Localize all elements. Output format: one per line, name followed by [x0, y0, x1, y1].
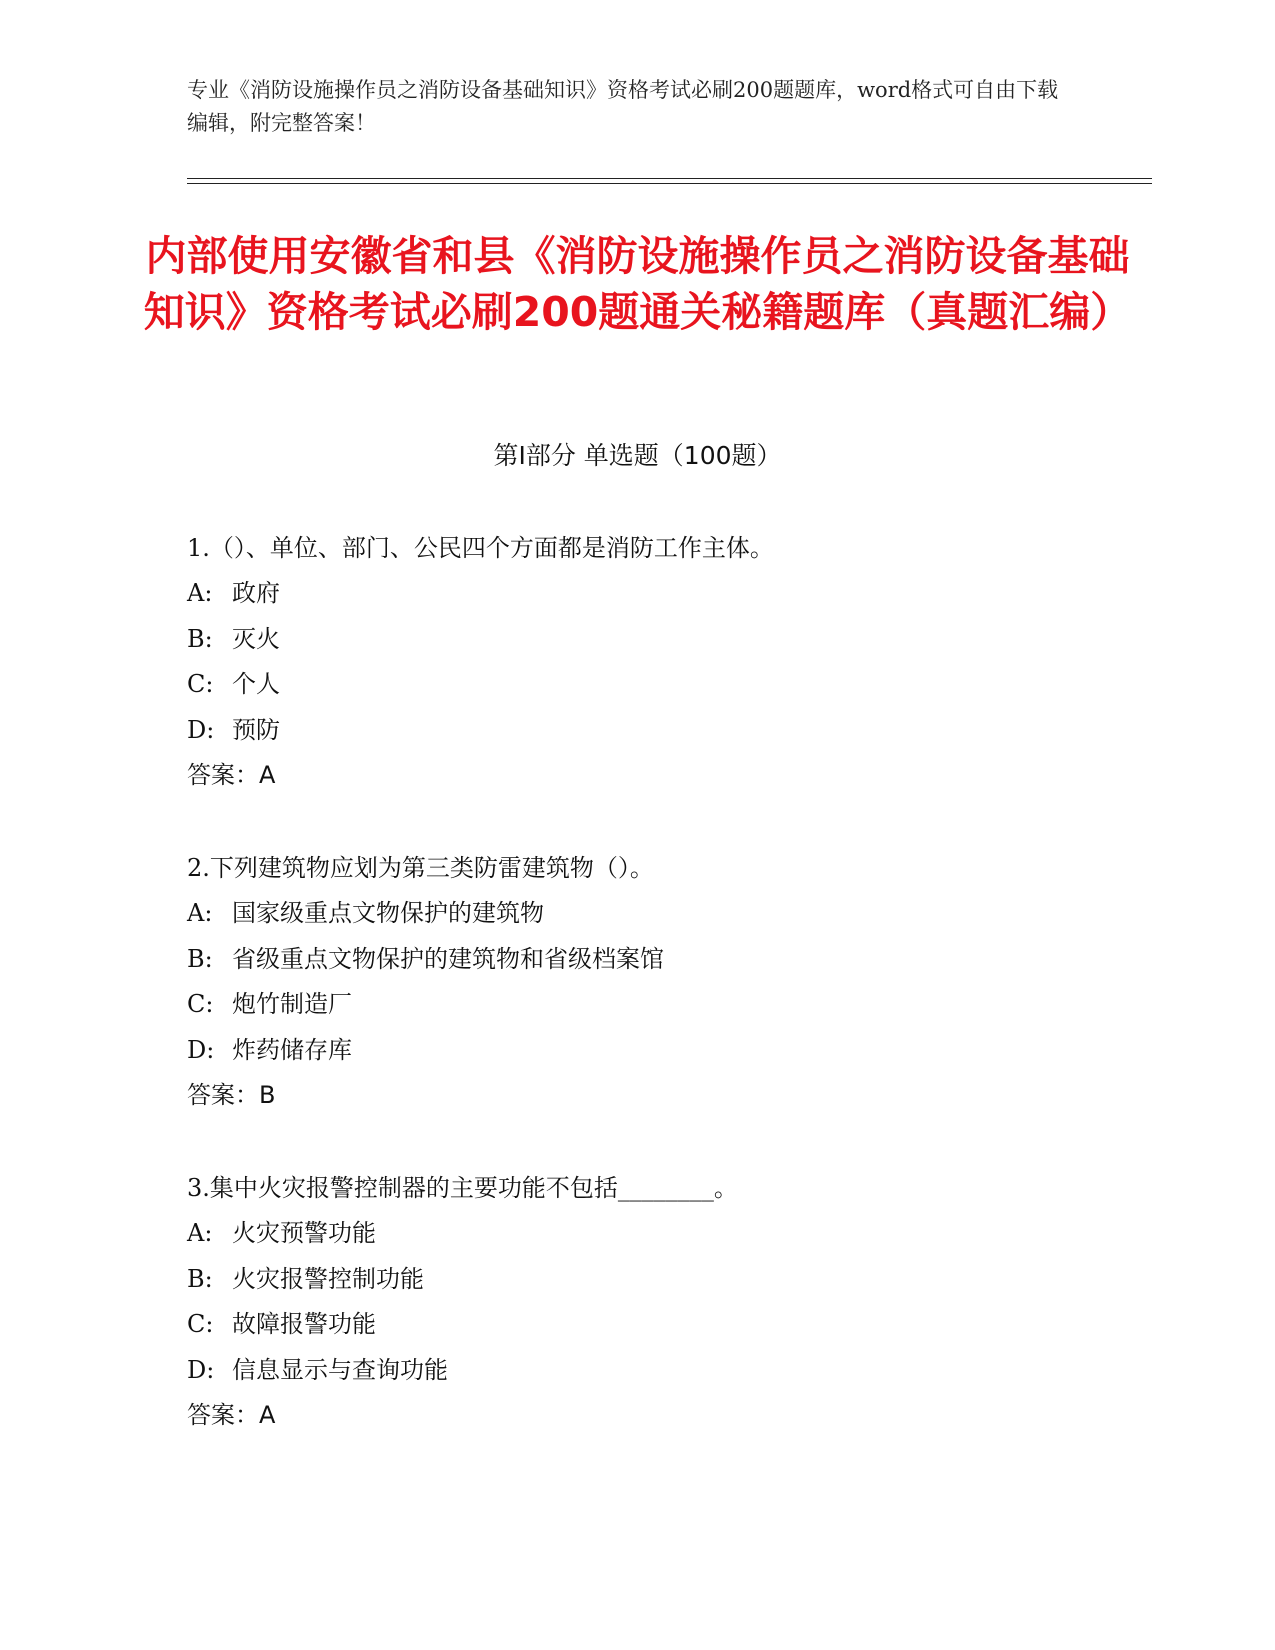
option-text: 省级重点文物保护的建筑物和省级档案馆 — [232, 944, 664, 973]
section-heading: 第I部分 单选题（100题） — [493, 441, 782, 470]
option-text: 政府 — [232, 579, 280, 608]
option-c — [187, 1302, 1087, 1347]
option-d — [187, 708, 1087, 753]
option-text: 灭火 — [232, 624, 280, 653]
option-a — [187, 1211, 1087, 1256]
document-title: 内部使用安徽省和县《消防设施操作员之消防设备基础知识》资格考试必刷200题通关秘籍题库（真题汇编） — [143, 232, 1132, 336]
option-text: 个人 — [232, 670, 280, 699]
option-text: 国家级重点文物保护的建筑物 — [232, 899, 544, 928]
option-key: D: — [187, 1355, 215, 1384]
option-key: D: — [187, 715, 215, 744]
option-key: C: — [187, 990, 214, 1019]
option-c — [187, 982, 1087, 1027]
question-block — [187, 846, 1087, 1118]
option-a — [187, 571, 1087, 616]
header-note: 专业《消防设施操作员之消防设备基础知识》资格考试必刷200题题库，word格式可自由下载编辑，附完整答案！ — [187, 78, 1059, 135]
option-a — [187, 891, 1087, 936]
option-c — [187, 662, 1087, 707]
option-key: A: — [187, 899, 213, 928]
option-text: 预防 — [232, 715, 280, 744]
option-text: 炮竹制造厂 — [232, 990, 352, 1019]
option-b — [187, 617, 1087, 662]
question-stem: 3.集中火灾报警控制器的主要功能不包括________。 — [187, 1174, 738, 1202]
option-text: 炸药储存库 — [232, 1035, 352, 1064]
option-text: 故障报警功能 — [232, 1310, 376, 1339]
answer-line: 答案：B — [187, 1080, 276, 1109]
option-text: 火灾报警控制功能 — [232, 1264, 424, 1293]
option-d — [187, 1028, 1087, 1073]
question-block — [187, 526, 1087, 798]
option-b — [187, 937, 1087, 982]
header-rule-top — [187, 178, 1152, 179]
option-key: C: — [187, 670, 214, 699]
answer-line: 答案：A — [187, 1400, 276, 1429]
question-block — [187, 1166, 1087, 1438]
option-key: B: — [187, 624, 213, 653]
header-rule-bottom — [187, 183, 1152, 184]
option-text: 火灾预警功能 — [232, 1219, 376, 1248]
option-key: B: — [187, 944, 213, 973]
option-b — [187, 1257, 1087, 1302]
option-key: A: — [187, 579, 213, 608]
option-key: C: — [187, 1310, 214, 1339]
option-key: A: — [187, 1219, 213, 1248]
answer-line: 答案：A — [187, 760, 276, 789]
option-key: B: — [187, 1264, 213, 1293]
option-d — [187, 1348, 1087, 1393]
question-stem: 1.（）、单位、部门、公民四个方面都是消防工作主体。 — [187, 534, 774, 562]
question-stem: 2.下列建筑物应划为第三类防雷建筑物（）。 — [187, 854, 654, 882]
option-key: D: — [187, 1035, 215, 1064]
option-text: 信息显示与查询功能 — [232, 1355, 448, 1384]
